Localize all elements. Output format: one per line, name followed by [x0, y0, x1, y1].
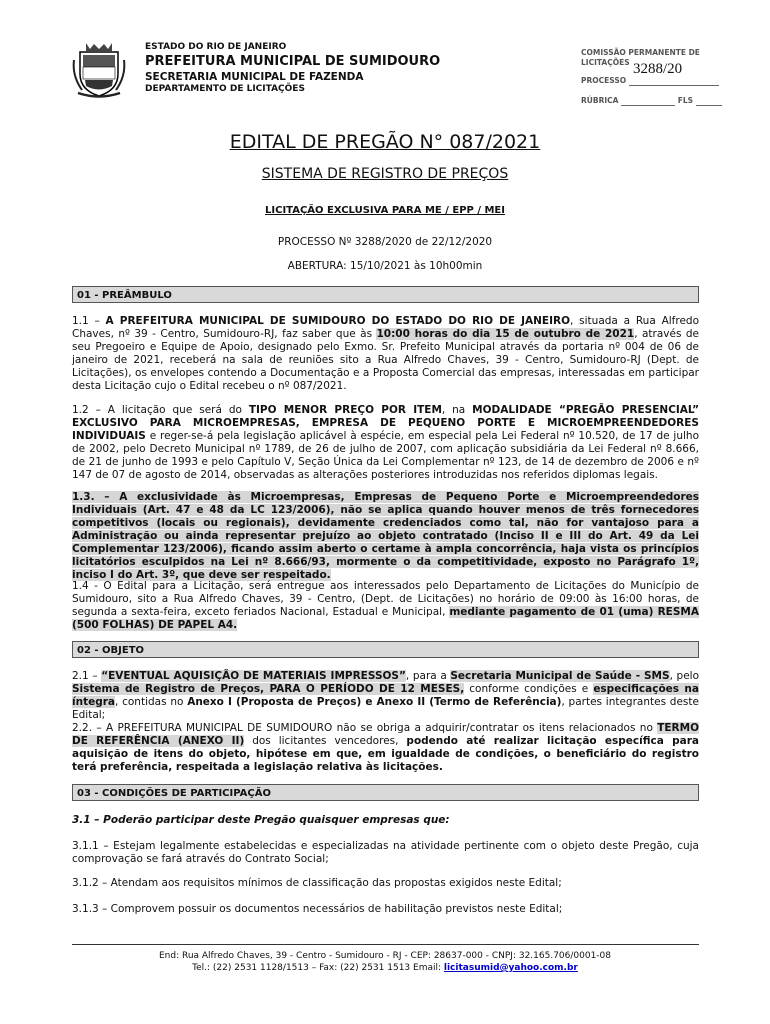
abertura-line: ABERTURA: 15/10/2021 às 10h00min	[287, 260, 483, 272]
paragraph-1-2: 1.2 – A licitação que será do TIPO MENOR PREÇO POR ITEM, na MODALIDADE “PREGÃO PRESENCIAL” EXCLUSIVO PARA MICROEMPRESAS, EMPRESA DE PEQUENO PORTE E MICROEMPREENDEDORES INDIVIDUAIS e reger-se-á pela legislação aplicável à espécie, em especial pela Lei Federal nº 10.520, de 17 de julho de 2002, pelo Decreto Municipal nº 1789, de 26 de julho de 2007, com aplicação subsidiária da Lei Federal nº 8.666, de 21 de junho de 1993 e pelo Capítulo V, Seção Única da Lei Complementar nº 123, de 14 de dezembro de 2006 e nº 147 de 07 de agosto de 2014, observadas as alterações posteriores introduzidas nos referidos diplomas legais.	[72, 404, 700, 481]
footer-email-link[interactable]: licitasumid@yahoo.com.br	[443, 963, 578, 973]
header-secretaria: SECRETARIA MUNICIPAL DE FAZENDA	[145, 71, 364, 83]
exclusiva-label: LICITAÇÃO EXCLUSIVA PARA ME / EPP / MEI	[265, 205, 505, 216]
footer-address: End: Rua Alfredo Chaves, 39 - Centro - Sumidouro - RJ - CEP: 28637-000 - CNPJ: 32.165.706/0001-08	[158, 951, 612, 961]
paragraph-2-2: 2.2. – A PREFEITURA MUNICIPAL DE SUMIDOURO não se obriga a adquirir/contratar os itens relacionados no TERMO DE REFERÊNCIA (ANEXO II) dos licitantes vencedores, podendo até realizar licitação específica para aquisição de itens do objeto, hipótese em que, em igualdade de condições, o beneficiário do registro terá preferência, respeitada a legislação relativa às licitações.	[72, 722, 699, 773]
processo-line: PROCESSO Nº 3288/2020 de 22/12/2020	[277, 236, 493, 248]
footer-contact: Tel.: (22) 2531 1128/1513 – Fax: (22) 2531 1513 Email: licitasumid@yahoo.com.br	[192, 963, 578, 973]
paragraph-2-1: 2.1 – “EVENTUAL AQUISIÇÃO DE MATERIAIS IMPRESSOS”, para a Secretaria Municipal de Saúde - SMS, pelo Sistema de Registro de Preços, PARA O PERÍODO DE 12 MESES, conforme condições e especificações na íntegra, contidas no Anexo I (Proposta de Preços) e Anexo II (Termo de Referência), partes integrantes deste Edital;	[72, 670, 699, 721]
sistema-subtitle: SISTEMA DE REGISTRO DE PREÇOS	[261, 166, 509, 182]
section-participacao-header: 03 - CONDIÇÕES DE PARTICIPAÇÃO	[72, 784, 699, 801]
header-block	[145, 42, 445, 94]
paragraph-3-1-2: 3.1.2 – Atendam aos requisitos mínimos de classificação das propostas exigidos neste Edital;	[72, 877, 562, 889]
header-prefeitura: PREFEITURA MUNICIPAL DE SUMIDOURO	[145, 54, 441, 69]
commission-stamp	[581, 48, 731, 106]
stamp-line1: COMISSÃO PERMANENTE DE	[581, 48, 700, 57]
footer-divider	[72, 944, 699, 945]
municipal-crest-icon	[72, 40, 126, 98]
edital-title: EDITAL DE PREGÃO N° 087/2021	[229, 131, 541, 153]
section-preambulo-header: 01 - PREÂMBULO	[72, 286, 699, 303]
stamp-line2: LICITAÇÕES	[581, 58, 630, 67]
section-objeto-header: 02 - OBJETO	[72, 641, 699, 658]
paragraph-3-1: 3.1 – Poderão participar deste Pregão quaisquer empresas que:	[72, 814, 450, 826]
stamp-processo-label: PROCESSO	[581, 76, 627, 85]
header-departamento: DEPARTAMENTO DE LICITAÇÕES	[145, 84, 305, 94]
paragraph-1-1: 1.1 – A PREFEITURA MUNICIPAL DE SUMIDOURO DO ESTADO DO RIO DE JANEIRO, situada a Rua Alfredo Chaves, nº 39 - Centro, Sumidouro-RJ, faz saber que às 10:00 horas do dia 15 de outubro de 2021, através de seu Pregoeiro e Equipe de Apoio, designado pelo Exmo. Sr. Prefeito Municipal através da portaria nº 004 de 06 de janeiro de 2021, receberá na sala de reuniões sito a Rua Alfredo Chaves, 39 - Centro, Sumidouro-RJ (Dept. de Licitações), os envelopes contendo a Documentação e a Proposta Comercial das empresas, interessadas em participar desta Licitação cujo o Edital recebeu o nº 087/2021.	[72, 315, 699, 392]
stamp-processo-number: 3288/20	[633, 61, 683, 77]
stamp-fls-label: FLS	[677, 96, 694, 105]
header-state: ESTADO DO RIO DE JANEIRO	[145, 42, 287, 52]
paragraph-1-4: 1.4 - O Edital para a Licitação, será entregue aos interessados pelo Departamento de Licitações do Município de Sumidouro, sito a Rua Alfredo Chaves, 39 - Centro, (Dept. de Licitações) no horário de 09:00 às 16:00 horas, de segunda a sexta-feira, exceto feriados Nacional, Estadual e Municipal, mediante pagamento de 01 (uma) RESMA (500 FOLHAS) DE PAPEL A4.	[72, 580, 699, 631]
paragraph-3-1-3: 3.1.3 – Comprovem possuir os documentos necessários de habilitação previstos neste Edital;	[72, 903, 563, 915]
paragraph-3-1-1: 3.1.1 – Estejam legalmente estabelecidas e especializadas na atividade pertinente com o objeto deste Pregão, cuja comprovação se fará através do Contrato Social;	[72, 840, 699, 865]
stamp-rubrica-label: RÚBRICA	[581, 96, 619, 105]
paragraph-1-3: 1.3. – A exclusividade às Microempresas, Empresas de Pequeno Porte e Microempreendedores Individuais (Art. 47 e 48 da LC 123/2006), não se aplica quando houver menos de três fornecedores competitivos (locais ou regionais), devidamente credenciados como tal, não for vantajoso para a Administração ou ainda representar prejuízo ao objeto contratado (Inciso II e III do Art. 49 da Lei Complementar 123/2006), ficando assim aberto o certame à ampla concorrência, haja vista os princípios licitatórios esculpidos na Lei nº 8.666/93, mormente o da competitividade, exposto no Parágrafo 1º, inciso I do Art. 3º, que deve ser respeitado.	[72, 491, 699, 581]
